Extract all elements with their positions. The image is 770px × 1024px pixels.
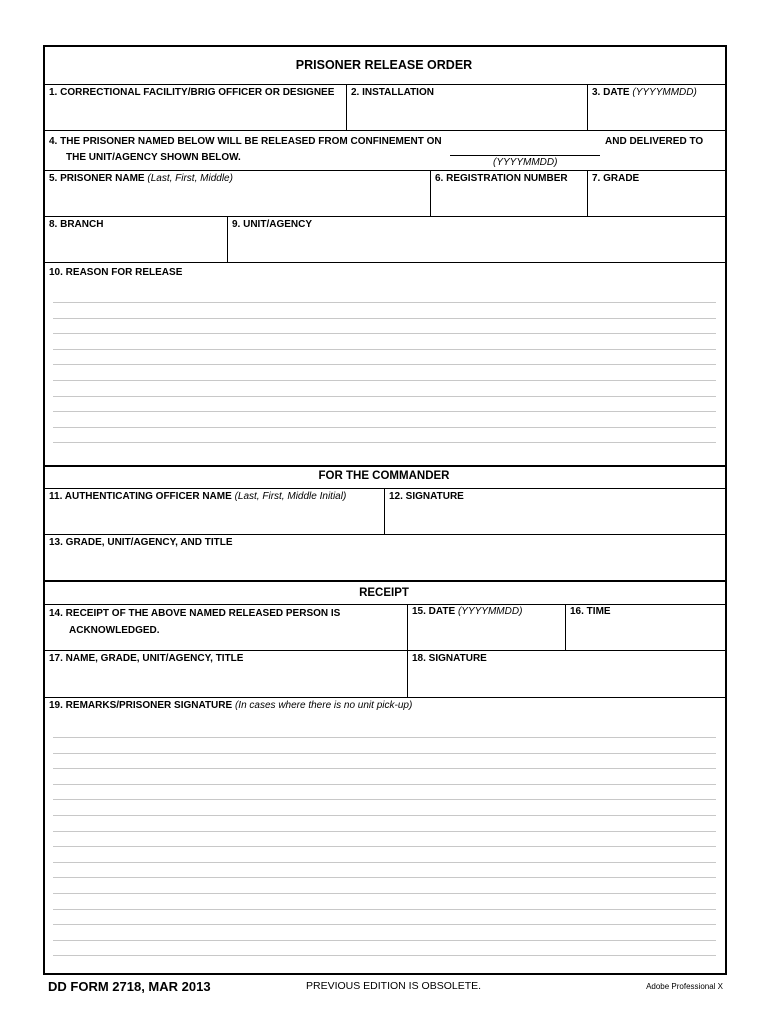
divider xyxy=(587,170,588,216)
section-header-commander: FOR THE COMMANDER xyxy=(318,470,450,482)
ruled-line xyxy=(53,302,716,303)
obsolete-notice: PREVIOUS EDITION IS OBSOLETE. xyxy=(306,980,482,992)
divider xyxy=(565,604,566,650)
release-date-hint: (YYYYMMDD) xyxy=(493,157,558,168)
form-border xyxy=(43,45,727,975)
divider xyxy=(430,170,431,216)
divider xyxy=(384,488,385,534)
divider xyxy=(227,216,228,262)
divider xyxy=(43,84,725,85)
ruled-line xyxy=(53,815,716,816)
ruled-line xyxy=(53,364,716,365)
ruled-line xyxy=(53,442,716,443)
ruled-line xyxy=(53,411,716,412)
label-prisoner-name: 5. PRISONER NAME (Last, First, Middle) xyxy=(49,173,233,184)
label-grade-unit-title: 13. GRADE, UNIT/AGENCY, AND TITLE xyxy=(49,537,233,548)
divider xyxy=(346,84,347,130)
ruled-line xyxy=(53,784,716,785)
form-number: DD FORM 2718, MAR 2013 xyxy=(48,979,211,994)
label-remarks: 19. REMARKS/PRISONER SIGNATURE (In cases where there is no unit pick-up) xyxy=(49,700,413,711)
ruled-line xyxy=(53,909,716,910)
ruled-line xyxy=(53,940,716,941)
divider xyxy=(43,465,725,467)
ruled-line xyxy=(53,799,716,800)
ruled-line xyxy=(53,737,716,738)
ruled-line xyxy=(53,318,716,319)
label-time: 16. TIME xyxy=(570,606,611,617)
ruled-line xyxy=(53,924,716,925)
label-name-grade-unit-title: 17. NAME, GRADE, UNIT/AGENCY, TITLE xyxy=(49,653,244,664)
ruled-line xyxy=(53,380,716,381)
label-receipt-cont: ACKNOWLEDGED. xyxy=(69,625,160,636)
ruled-line xyxy=(53,877,716,878)
divider xyxy=(43,697,725,698)
ruled-line xyxy=(53,333,716,334)
label-release-statement-cont: THE UNIT/AGENCY SHOWN BELOW. xyxy=(66,152,241,163)
form-title: PRISONER RELEASE ORDER xyxy=(295,58,473,72)
label-signature: 12. SIGNATURE xyxy=(389,491,464,502)
divider xyxy=(407,604,408,697)
label-branch: 8. BRANCH xyxy=(49,219,104,230)
label-installation: 2. INSTALLATION xyxy=(351,87,434,98)
label-registration-number: 6. REGISTRATION NUMBER xyxy=(435,173,568,184)
label-facility-officer: 1. CORRECTIONAL FACILITY/BRIG OFFICER OR DESIGNEE xyxy=(49,87,335,98)
divider xyxy=(43,650,725,651)
divider xyxy=(43,216,725,217)
ruled-line xyxy=(53,768,716,769)
divider xyxy=(43,580,725,582)
section-header-receipt: RECEIPT xyxy=(359,587,409,599)
divider xyxy=(587,84,588,130)
label-delivered-to: AND DELIVERED TO xyxy=(605,136,704,147)
ruled-line xyxy=(53,349,716,350)
divider xyxy=(43,130,725,131)
label-receipt: 14. RECEIPT OF THE ABOVE NAMED RELEASED PERSON IS xyxy=(49,608,341,619)
ruled-line xyxy=(53,846,716,847)
label-unit-agency: 9. UNIT/AGENCY xyxy=(232,219,313,230)
divider xyxy=(43,534,725,535)
label-authenticating-officer: 11. AUTHENTICATING OFFICER NAME (Last, First, Middle Initial) xyxy=(49,491,347,502)
divider xyxy=(43,604,725,605)
label-date: 3. DATE (YYYYMMDD) xyxy=(592,87,697,98)
label-release-statement: 4. THE PRISONER NAMED BELOW WILL BE RELEASED FROM CONFINEMENT ON xyxy=(49,136,442,147)
ruled-line xyxy=(53,955,716,956)
ruled-line xyxy=(53,831,716,832)
ruled-line xyxy=(53,862,716,863)
ruled-line xyxy=(53,753,716,754)
label-receipt-date: 15. DATE (YYYYMMDD) xyxy=(412,606,523,617)
ruled-line xyxy=(53,893,716,894)
ruled-line xyxy=(53,427,716,428)
software-note: Adobe Professional X xyxy=(646,982,723,991)
divider xyxy=(43,170,725,171)
release-date-input[interactable] xyxy=(450,140,600,156)
divider xyxy=(43,262,725,263)
label-reason-for-release: 10. REASON FOR RELEASE xyxy=(49,267,183,278)
label-receipt-signature: 18. SIGNATURE xyxy=(412,653,487,664)
ruled-line xyxy=(53,396,716,397)
label-grade: 7. GRADE xyxy=(592,173,640,184)
